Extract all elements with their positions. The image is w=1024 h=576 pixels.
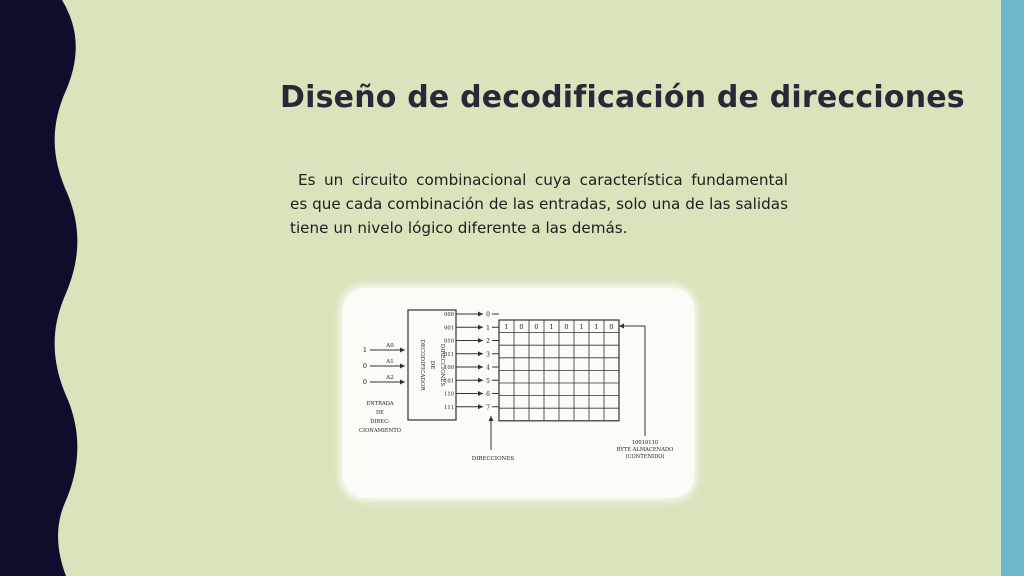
input-arrowhead <box>400 348 405 353</box>
left-decorative-band <box>0 0 90 576</box>
output-code: 110 <box>444 391 454 398</box>
decoder-diagram-drawing <box>343 288 694 498</box>
row-number: 0 <box>486 311 490 319</box>
input-caption-line: DIREC- <box>370 419 390 425</box>
byte-caption-line: 10010110 <box>631 440 659 446</box>
stored-bit: 1 <box>549 322 554 331</box>
output-code: 010 <box>444 338 454 345</box>
input-name: A1 <box>386 359 394 365</box>
input-value: 0 <box>362 362 368 370</box>
byte-caption-line: BYTE ALMACENADO <box>616 447 674 453</box>
row-number: 3 <box>486 351 490 359</box>
input-arrowhead <box>400 380 405 385</box>
output-arrowhead <box>478 378 483 383</box>
output-code: 000 <box>444 312 454 318</box>
decoder-label-line: DE <box>429 360 435 370</box>
stored-bit: 0 <box>534 322 539 331</box>
row-number: 5 <box>486 377 490 385</box>
stored-bit: 1 <box>579 322 584 331</box>
decoder-diagram <box>343 288 694 498</box>
input-caption-line: CIONAMIENTO <box>359 428 401 434</box>
output-arrowhead <box>478 365 483 370</box>
input-value: 1 <box>362 346 368 354</box>
byte-caption-line: (CONTENIDO) <box>625 454 665 460</box>
decoder-label-line: DIRECCIONES <box>439 343 445 387</box>
right-accent-bar <box>1001 0 1024 576</box>
output-arrowhead <box>478 338 483 343</box>
row-number: 4 <box>486 364 490 372</box>
output-arrowhead <box>478 404 483 409</box>
addresses-label: DIRECCIONES <box>471 456 515 462</box>
slide-title: Diseño de decodificación de direcciones <box>280 80 965 115</box>
row-number: 2 <box>486 338 490 345</box>
input-name: A0 <box>386 343 394 349</box>
output-arrowhead <box>478 351 483 356</box>
decoder-label-line: DECODIFICADOR <box>419 339 425 391</box>
stored-bit: 1 <box>504 322 509 331</box>
stored-bit: 1 <box>594 322 599 331</box>
output-code: 101 <box>444 378 454 385</box>
row-number: 1 <box>486 324 490 332</box>
input-arrowhead <box>400 364 405 369</box>
stored-bit: 0 <box>609 322 614 331</box>
row-number: 6 <box>486 391 490 398</box>
output-arrowhead <box>478 312 483 317</box>
input-value: 0 <box>362 378 368 386</box>
output-arrowhead <box>478 325 483 330</box>
output-code: 011 <box>444 351 454 358</box>
byte-pointer-arrowhead <box>619 324 624 329</box>
addresses-arrowhead <box>489 416 494 421</box>
output-code: 001 <box>444 325 454 332</box>
slide-body-text: Es un circuito combinacional cuya característica fundamental es que cada combinación de las entradas, solo una de las salidas tiene un nivelo lógico diferente a las demás. <box>290 171 788 237</box>
output-code: 100 <box>444 365 454 371</box>
output-code: 111 <box>444 404 454 411</box>
input-caption-line: DE <box>376 410 384 416</box>
input-name: A2 <box>386 375 394 381</box>
stored-bit: 0 <box>564 322 569 331</box>
input-caption-line: ENTRADA <box>366 401 394 407</box>
row-number: 7 <box>486 404 490 412</box>
stored-bit: 0 <box>519 322 524 331</box>
output-arrowhead <box>478 391 483 396</box>
